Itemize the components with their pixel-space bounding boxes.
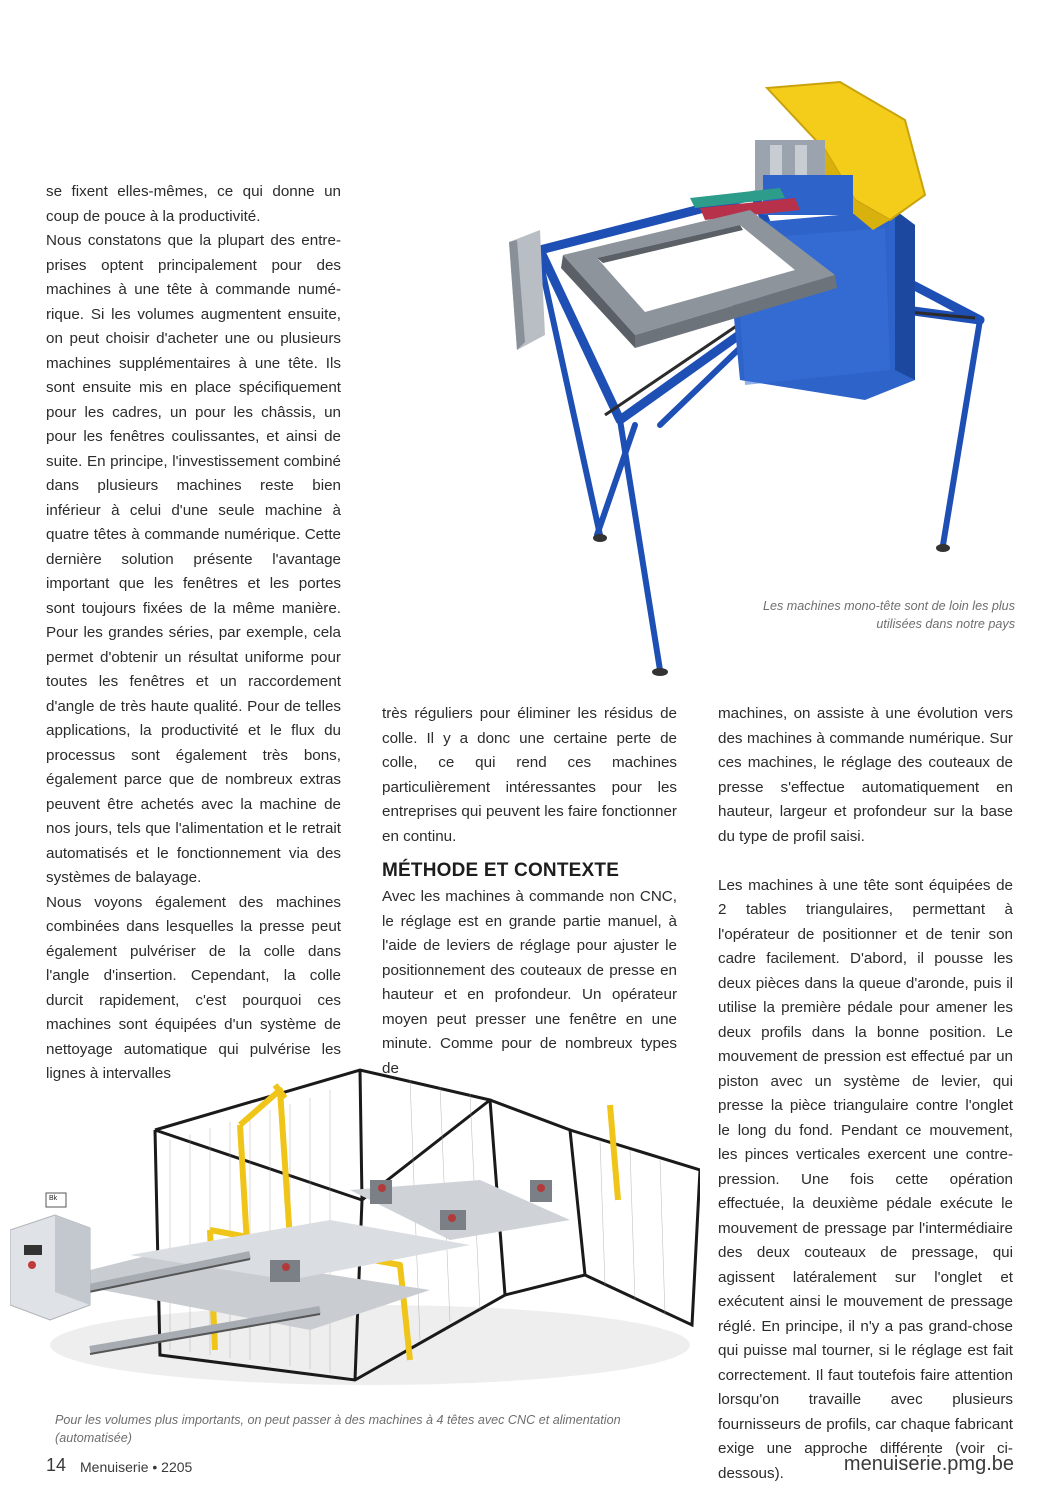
paragraph: Nous voyons également des machines combinées dans lesquelles la presse peut également pulvériser de la colle dans l'angle d'insertion. Cependant, la colle durcit rapidement, c'est pourquoi ces machines sont équipées d'un système de nettoyage automatique qui pulvérise les lignes à intervalles [46,893,341,1082]
cabinet-label: Bk [49,1195,58,1202]
paragraph: Avec les machines à commande non CNC, le réglage est en grande partie manuel, à l'aide de leviers de réglage pour ajuster le positionnement des couteaux de presse en hauteur et en profondeur. Un opérateur moyen peut presser une fenêtre en une minute. Comme pour de nombreux types de [382,888,677,1077]
caption-bottom: Pour les volumes plus importants, on peut passer à des machines à 4 têtes avec CNC et alimentation (automatisée) [55,1413,621,1445]
paragraph-gap [718,849,1013,874]
section-heading: MÉTHODE ET CONTEXTE [382,860,620,881]
paragraph: machines, on assiste à une évolution vers des machines à commande numérique. Sur ces machines, le réglage des couteaux de presse s'effectue automatiquement en hauteur, largeur et profondeur sur la base du type de profil saisi. [718,705,1013,845]
single-head-press-illustration [495,80,1035,680]
text-column-3 [718,702,1013,1486]
caption-top: Les machines mono-tête sont de loin les plus utilisées dans notre pays [762,599,1015,631]
paragraph: très réguliers pour éliminer les résidus de colle. Il y a donc une certaine perte de colle, ce qui rend ces machines particulièrement intéressantes pour les entreprises qui peuvent les faire fonctionner en continu. [382,705,677,845]
website-url[interactable]: menuiserie.pmg.be [843,1453,1014,1475]
text-column-1 [46,180,341,1087]
text-column-2 [382,702,677,1081]
paragraph: Les machines à une tête sont équipées de 2 tables triangulaires, permettant à l'opérateur de positionner et de tenir son cadre facilement. D'abord, il pousse les deux pièces dans la queue d'aronde, puis il utilise la première pédale pour amener les deux profils dans la bonne position. Le mouvement de pression est effectué par un piston avec un système de levier, qui presse la pièce triangulaire contre l'onglet le long du fond. Pendant ce mouvement, les pinces verticales exercent une contre-pression. Une fois cette opération effectuée, la deuxième pédale exécute le mouvement de pressage par l'intermédiaire des deux couteaux de pressage, qui agissent latéralement sur l'onglet et exécutent ainsi le mouvement de pressage réglé. En principe, il n'y a pas grand-chose qui puisse mal tourner, si le réglage est fait correctement. Il faut toutefois faire attention lorsqu'on travaille avec plusieurs fournisseurs de profils, car chaque fabricant exige une approche différente (voir ci-dessous). [718,876,1013,1482]
four-head-cnc-cell-illustration [10,1060,700,1405]
page-number: 14 [46,1455,67,1475]
paragraph: se fixent elles-mêmes, ce qui donne un coup de pouce à la productivité. [46,183,341,225]
magazine-issue: Menuiserie • 2205 [80,1459,193,1475]
paragraph: Nous constatons que la plupart des entreprises optent principalement pour des machines à une tête à commande numérique. Si les volumes augmentent ensuite, on peut choisir d'acheter une ou plusieurs machines supplémentaires à une tête. Ils sont ensuite mis en place spécifiquement pour les cadres, un pour les châssis, un pour les fenêtres coulissantes, et ainsi de suite. En principe, l'investissement combiné dans plusieurs machines reste bien inférieur à celui d'une seule machine à quatre têtes à commande numérique. Cette dernière solution présente l'avantage important que les fenêtres et les portes sont toujours fixées de la même manière. Pour les grandes séries, par exemple, cela permet d'obtenir un résultat uniforme pour toutes les fenêtres et un raccordement d'angle de très haute qualité. Pour de telles applications, la productivité et le flux du processus sont également très bons, également parce que de nombreux extras peuvent être achetés avec la machine de nos jours, tels que l'alimentation et le retrait automatisés et le fonctionnement via des systèmes de balayage. [46,232,341,886]
